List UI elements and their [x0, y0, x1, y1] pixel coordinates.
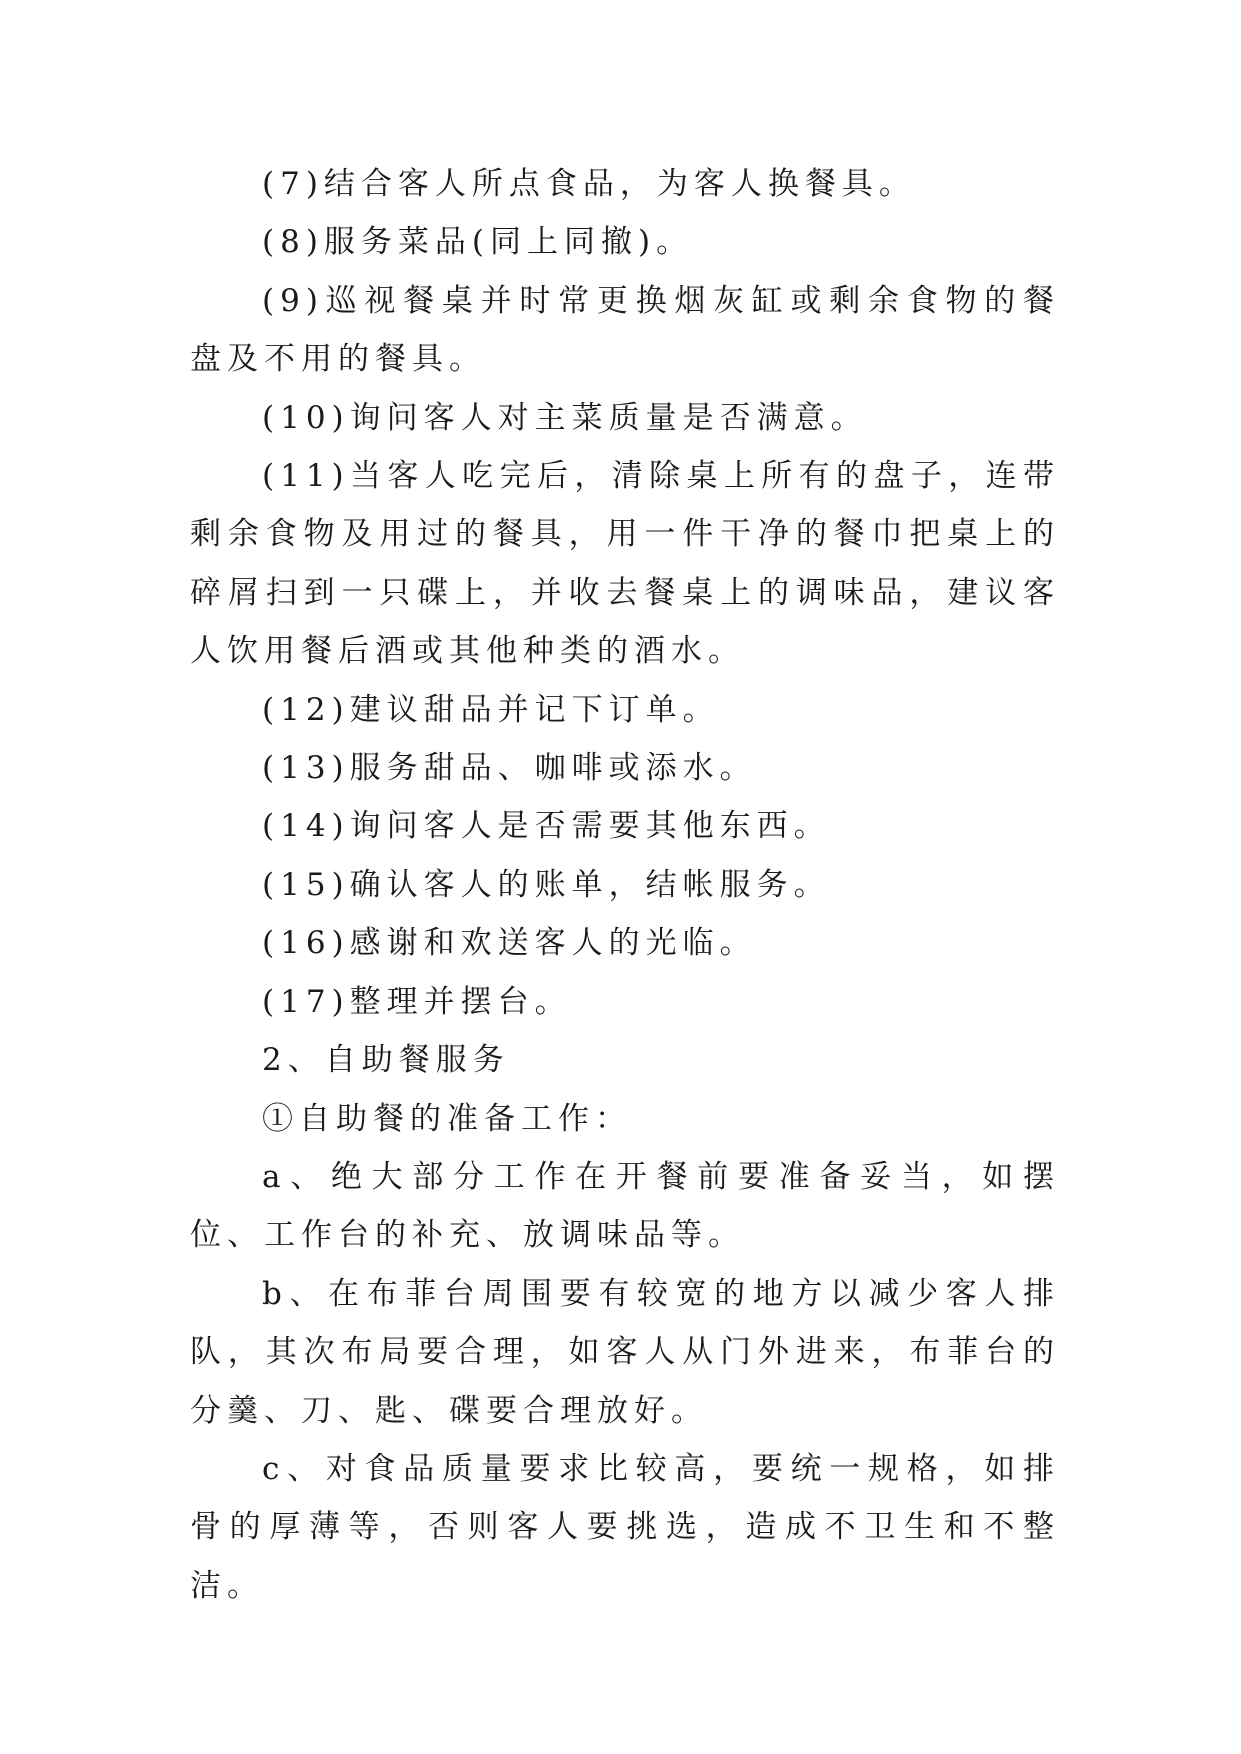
paragraph-item-7: (7)结合客人所点食品，为客人换餐具。	[262, 166, 916, 202]
paragraph-item-12: (12)建议甜品并记下订单。	[262, 691, 720, 728]
paragraph-item-10: (10)询问客人对主菜质量是否满意。	[262, 399, 868, 436]
paragraph-item-a: a、绝大部分工作在开餐前要准备妥当，如摆位、工作台的补充、放调味品等。	[190, 1158, 1060, 1254]
paragraph-item-16: (16)感谢和欢送客人的光临。	[262, 925, 757, 962]
subsection-heading: ①自助餐的准备工作：	[262, 1100, 632, 1137]
paragraph-item-14: (14)询问客人是否需要其他东西。	[262, 808, 831, 845]
paragraph-item-13: (13)服务甜品、咖啡或添水。	[262, 750, 757, 787]
paragraph-item-8: (8)服务菜品(同上同撤)。	[262, 224, 694, 261]
paragraph-item-11: (11)当客人吃完后，清除桌上所有的盘子，连带剩余食物及用过的餐具，用一件干净的餐巾把桌上的碎屑扫到一只碟上，并收去餐桌上的调味品，建议客人饮用餐后酒或其他种类的酒水。	[190, 458, 1060, 670]
paragraph-item-17: (17)整理并摆台。	[262, 983, 572, 1020]
section-heading: 2、自助餐服务	[262, 1042, 510, 1079]
document-body	[190, 155, 1060, 1615]
paragraph-item-c: c、对食品质量要求比较高，要统一规格，如排骨的厚薄等，否则客人要挑选，造成不卫生和不整洁。	[190, 1450, 1060, 1604]
paragraph-item-15: (15)确认客人的账单，结帐服务。	[262, 866, 831, 903]
paragraph-item-9: (9)巡视餐桌并时常更换烟灰缸或剩余食物的餐盘及不用的餐具。	[190, 282, 1060, 378]
paragraph-item-b: b、在布菲台周围要有较宽的地方以减少客人排队，其次布局要合理，如客人从门外进来，布菲台的分羹、刀、匙、碟要合理放好。	[190, 1275, 1060, 1429]
